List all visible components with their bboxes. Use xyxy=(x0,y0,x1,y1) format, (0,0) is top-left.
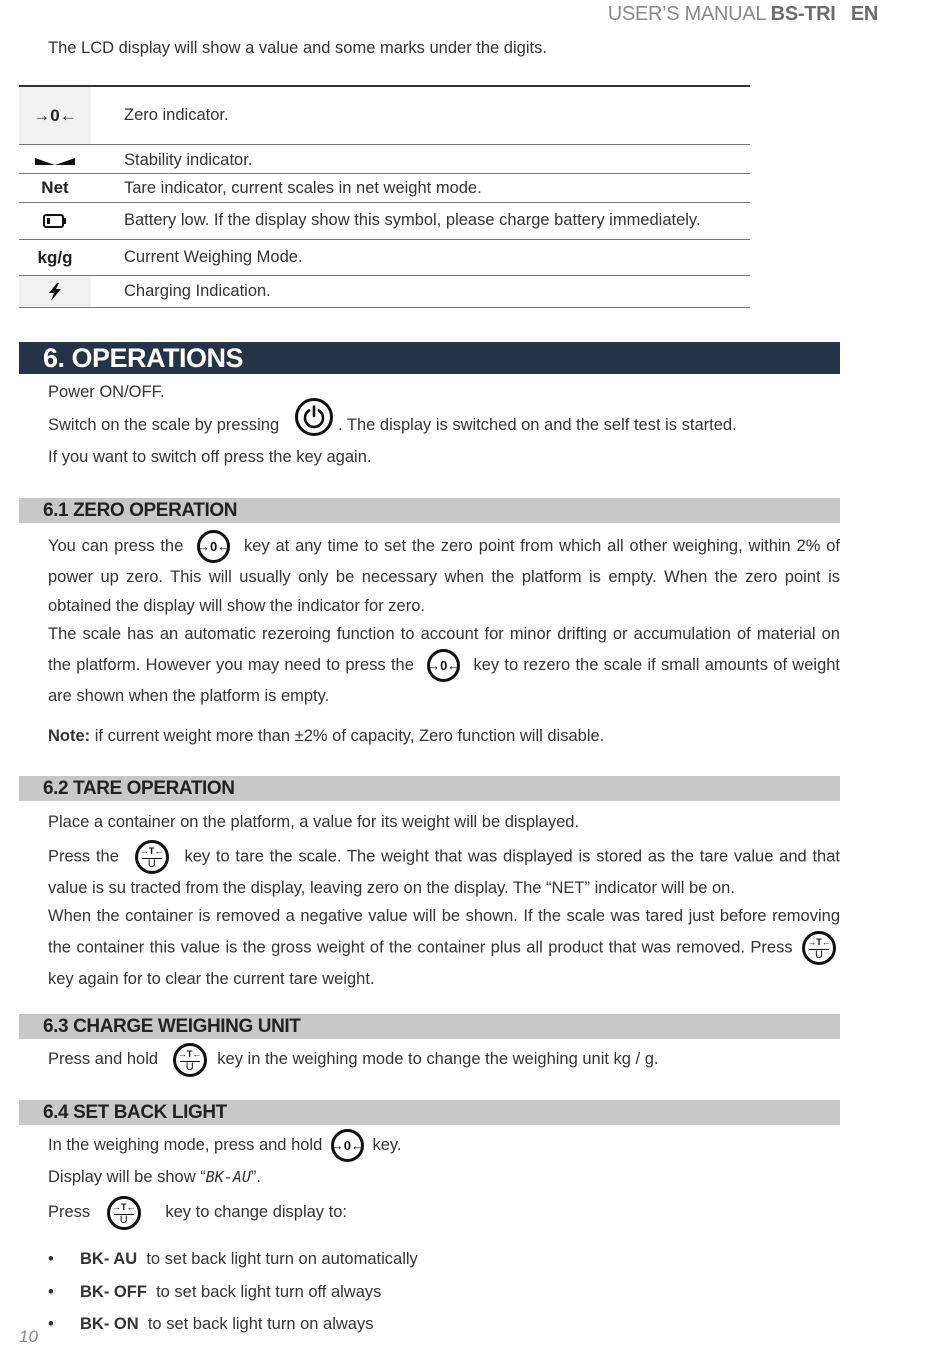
backlight-paragraph-2: Display will be show “BK-AU”. xyxy=(48,1168,261,1186)
table-row xyxy=(19,174,750,202)
unit-symbol: kg/g xyxy=(37,247,73,267)
lcd-code: BK-AU xyxy=(205,1168,251,1186)
tare-key-icon: →T← U xyxy=(802,931,836,965)
section-heading-backlight: 6.4 SET BACK LIGHT xyxy=(19,1100,840,1125)
manual-label: USER’S MANUAL xyxy=(607,3,766,25)
indicator-description: Current Weighing Mode. xyxy=(124,248,303,266)
tare-paragraph-1: Place a container on the platform, a value for its weight will be displayed. xyxy=(48,813,580,831)
tare-key-icon: →T← U xyxy=(173,1043,207,1077)
page-number: 10 xyxy=(19,1327,38,1346)
table-row xyxy=(19,240,750,275)
power-key-icon xyxy=(295,398,333,436)
section-heading-operations: 6. OPERATIONS xyxy=(19,342,840,374)
unit-paragraph: Press and hold →T← U key in the weighing mode to change the weighing unit kg / g. xyxy=(48,1042,658,1077)
net-symbol: Net xyxy=(41,178,69,197)
indicator-description: Charging Indication. xyxy=(124,282,271,300)
zero-key-icon: →0← xyxy=(427,649,460,682)
switch-on-text: Switch on the scale by pressing xyxy=(48,416,280,434)
tare-paragraph-3: When the container is removed a negative value will be shown. If the scale was tared just before removing the container this value is the gross weight of the container plus all product that was removed. Press →T← U key again for to clear the current tare weight. xyxy=(48,907,840,988)
lightning-icon xyxy=(19,276,91,307)
backlight-paragraph-3: Press →T← U key to change display to: xyxy=(48,1194,347,1230)
zero-paragraph-1: You can press the →0← key at any time to set the zero point from which all other weighing, within 2% of power up zero. This will usually only be necessary when the platform is empty. When the zero point is obtained the display will show the indicator for zero. xyxy=(48,530,840,621)
switch-off-text: If you want to switch off press the key again. xyxy=(48,448,372,466)
tare-key-icon: →T← U xyxy=(107,1196,141,1230)
language-label: EN xyxy=(850,3,878,25)
section-heading-unit: 6.3 CHARGE WEIGHING UNIT xyxy=(19,1014,840,1039)
indicator-description: Stability indicator. xyxy=(124,150,253,169)
zero-key-icon: →0← xyxy=(197,530,230,563)
section-heading-zero: 6.1 ZERO OPERATION xyxy=(19,498,840,523)
table-row xyxy=(19,87,750,144)
zero-key-icon: →0← xyxy=(331,1129,364,1162)
table-row xyxy=(19,276,750,307)
power-text: Power ON/OFF. xyxy=(48,383,165,401)
tare-paragraph-2: Press the →T← U key to tare the scale. The weight that was displayed is stored as the tare value and that value is su tracted from the display, leaving zero on the display. The “NET” indicator will be on. xyxy=(48,840,840,903)
list-item: • BK- ON to set back light turn on always xyxy=(48,1315,374,1333)
stability-wedge-icon xyxy=(19,147,91,173)
zero-paragraph-2: The scale has an automatic rezeroing function to account for minor drifting or accumulation of material on the platform. However you may need to press the →0← key to rezero the scale if small amounts of weight are shown when the platform is empty. xyxy=(48,625,841,705)
zero-note: Note: if current weight more than ±2% of capacity, Zero function will disable. xyxy=(48,727,605,745)
list-item: • BK- OFF to set back light turn off always xyxy=(48,1283,382,1301)
switch-on-text-tail: . The display is switched on and the self test is started. xyxy=(338,416,737,434)
running-header xyxy=(608,3,878,26)
table-row xyxy=(19,203,750,238)
indicator-description: Zero indicator. xyxy=(124,106,229,124)
battery-low-icon xyxy=(19,203,91,238)
model-label: BS-TRI xyxy=(770,3,836,25)
indicator-description: Battery low. If the display show this symbol, please charge battery immediately. xyxy=(124,211,701,229)
indicator-description: Tare indicator, current scales in net weight mode. xyxy=(124,178,482,197)
list-item: • BK- AU to set back light turn on automatically xyxy=(48,1250,418,1268)
backlight-paragraph-1: In the weighing mode, press and hold →0← key. xyxy=(48,1128,402,1162)
intro-text: The LCD display will show a value and some marks under the digits. xyxy=(48,39,547,57)
zero-arrows-icon: →0← xyxy=(19,87,91,144)
table-row xyxy=(19,147,750,173)
section-heading-tare: 6.2 TARE OPERATION xyxy=(19,776,840,801)
tare-key-icon: →T← U xyxy=(135,840,169,874)
